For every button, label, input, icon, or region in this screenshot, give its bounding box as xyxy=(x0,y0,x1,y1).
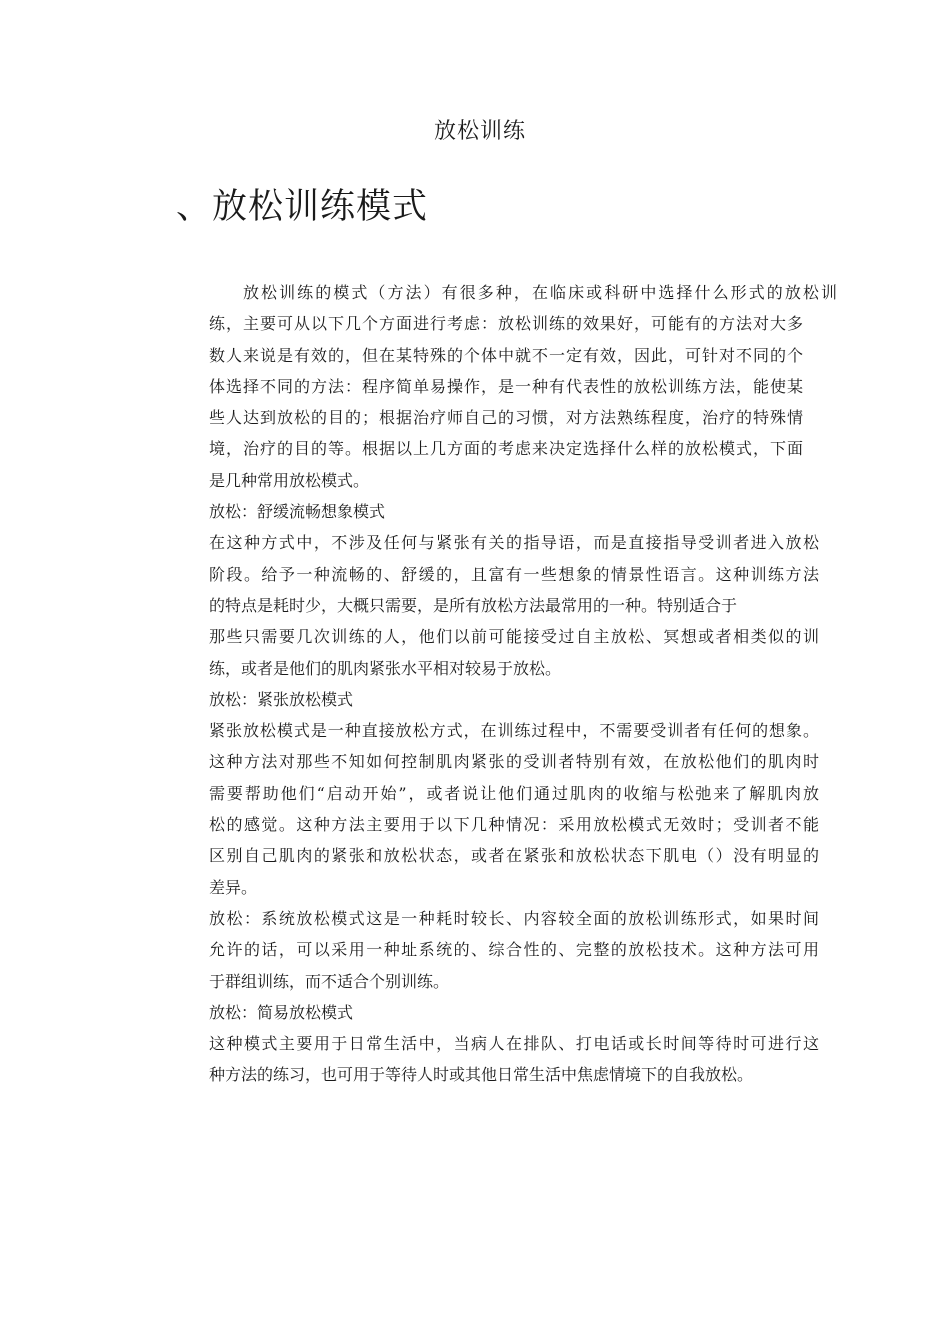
paragraph-line: 于群组训练，而不适合个别训练。 xyxy=(209,971,450,991)
paragraph-line: 紧张放松模式是一种直接放松方式，在训练过程中，不需要受训者有任何的想象。 xyxy=(209,721,819,741)
mode-heading: 放松：舒缓流畅想象模式 xyxy=(209,502,386,522)
document-title: 放松训练 xyxy=(433,119,526,144)
intro-paragraph xyxy=(209,277,837,496)
paragraph-line: 需要帮助他们“启动开始”，或者说让他们通过肌肉的收缩与松弛来了解肌肉放 xyxy=(209,783,819,803)
section-heading: 、放松训练模式 xyxy=(176,187,429,227)
mode-section-simple xyxy=(209,997,829,1091)
paragraph-line: 练，主要可从以下几个方面进行考虑：放松训练的效果好，可能有的方法对大多 xyxy=(209,314,803,334)
paragraph-line: 的特点是耗时少，大概只需要，是所有放松方法最常用的一种。特别适合于 xyxy=(209,595,738,615)
paragraph-line: 在这种方式中，不涉及任何与紧张有关的指导语，而是直接指导受训者进入放松 xyxy=(209,533,819,553)
paragraph-line: 数人来说是有效的，但在某特殊的个体中就不一定有效，因此，可针对不同的个 xyxy=(209,345,803,365)
paragraph-line: 种方法的练习，也可用于等待人时或其他日常生活中焦虑情境下的自我放松。 xyxy=(209,1065,754,1085)
mode-heading: 放松：简易放松模式 xyxy=(209,1002,354,1022)
paragraph-line: 那些只需要几次训练的人，他们以前可能接受过自主放松、冥想或者相类似的训 xyxy=(209,627,819,647)
paragraph-line: 放松训练的模式（方法）有很多种，在临床或科研中选择什么形式的放松训 xyxy=(243,283,837,302)
mode-section-smooth-imagery xyxy=(209,496,829,684)
paragraph-line: 松的感觉。这种方法主要用于以下几种情况：采用放松模式无效时；受训者不能 xyxy=(209,815,819,835)
paragraph-line: 境，治疗的目的等。根据以上几方面的考虑来决定选择什么样的放松模式，下面 xyxy=(209,439,803,459)
mode-section-tension-relax xyxy=(209,684,829,903)
mode-section-systematic xyxy=(209,903,829,997)
document-body xyxy=(209,277,837,1091)
paragraph-line: 区别自己肌肉的紧张和放松状态，或者在紧张和放松状态下肌电（）没有明显的 xyxy=(209,846,819,866)
mode-heading: 放松：紧张放松模式 xyxy=(209,689,354,709)
paragraph-line: 是几种常用放松模式。 xyxy=(209,470,370,490)
paragraph-line: 练，或者是他们的肌肉紧张水平相对较易于放松。 xyxy=(209,658,562,678)
paragraph-line: 放松：系统放松模式这是一种耗时较长、内容较全面的放松训练形式，如果时间 xyxy=(209,908,819,928)
paragraph-line: 阶段。给予一种流畅的、舒缓的，且富有一些想象的情景性语言。这种训练方法 xyxy=(209,564,819,584)
paragraph-line: 差异。 xyxy=(209,877,258,897)
paragraph-line: 允许的话，可以采用一种址系统的、综合性的、完整的放松技术。这种方法可用 xyxy=(209,940,819,960)
paragraph-line: 体选择不同的方法：程序简单易操作，是一种有代表性的放松训练方法，能使某 xyxy=(209,376,803,396)
paragraph-line: 这种方法对那些不知如何控制肌肉紧张的受训者特别有效，在放松他们的肌肉时 xyxy=(209,752,819,772)
paragraph-line: 些人达到放松的目的；根据治疗师自己的习惯，对方法熟练程度，治疗的特殊情 xyxy=(209,408,803,428)
paragraph-line: 这种模式主要用于日常生活中，当病人在排队、打电话或长时间等待时可进行这 xyxy=(209,1034,819,1054)
